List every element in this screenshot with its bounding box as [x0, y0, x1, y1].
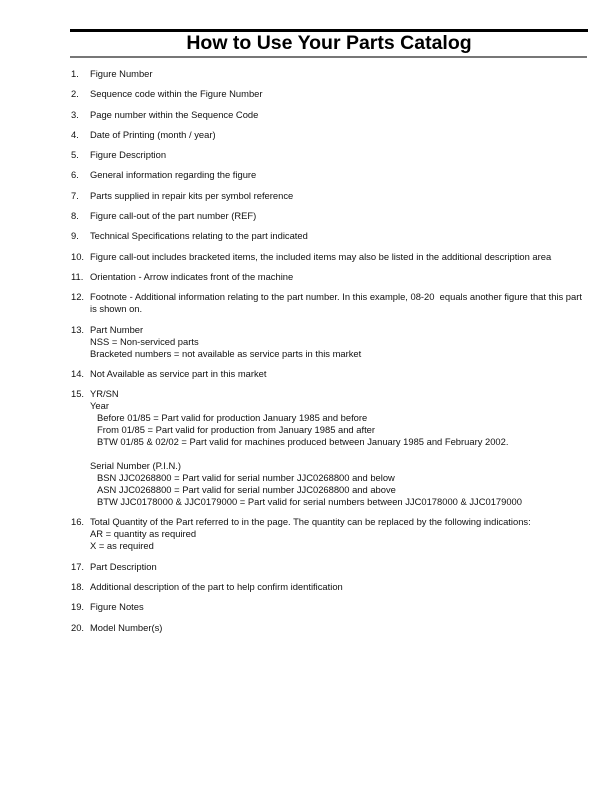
item-text: X = as required [90, 540, 154, 552]
item-text: Orientation - Arrow indicates front of the machine [90, 270, 294, 282]
item-text: Sequence code within the Figure Number [90, 88, 263, 100]
item-number: 17. [71, 560, 85, 572]
item-number: 18. [71, 581, 85, 593]
list-item [71, 129, 591, 141]
list-item [71, 169, 591, 181]
item-text: Page number within the Sequence Code [90, 108, 259, 120]
item-number: 13. [71, 323, 85, 335]
numbered-list [71, 68, 591, 642]
list-item [71, 581, 591, 593]
item-text: BTW JJC0178000 & JJC0179000 = Part valid for serial numbers between JJC0178000 & JJC0179000 [97, 496, 522, 508]
item-body [90, 601, 591, 613]
list-item [71, 561, 591, 573]
item-text: Serial Number (P.I.N.) [90, 460, 181, 472]
item-text: Model Number(s) [90, 621, 163, 633]
item-number: 4. [71, 128, 79, 140]
item-number: 14. [71, 367, 85, 379]
item-body [90, 190, 591, 202]
item-number: 5. [71, 149, 79, 161]
item-number: 3. [71, 108, 79, 120]
item-number: 20. [71, 621, 85, 633]
item-text: YR/SN [90, 388, 119, 400]
item-text: Part Number [90, 323, 144, 335]
item-text: Figure call-out of the part number (REF) [90, 210, 257, 222]
item-text: BSN JJC0268800 = Part valid for serial number JJC0268800 and below [97, 472, 395, 484]
item-body [90, 622, 591, 634]
item-text: AR = quantity as required [90, 528, 197, 540]
item-text: Bracketed numbers = not available as service parts in this market [90, 347, 362, 359]
item-text: Part Description [90, 560, 157, 572]
item-body [90, 291, 591, 315]
item-text: Figure Number [90, 68, 153, 79]
item-body [90, 88, 591, 100]
list-item [71, 190, 591, 202]
item-text: Date of Printing (month / year) [90, 128, 216, 140]
item-text: Footnote - Additional information relating to the part number. In this example, 08-20 equals another figure that this part is shown on. [90, 291, 585, 315]
item-text: Figure Notes [90, 601, 144, 613]
item-text: Technical Specifications relating to the part indicated [90, 230, 308, 242]
item-number: 9. [71, 230, 79, 242]
item-text: NSS = Non-serviced parts [90, 335, 199, 347]
list-item [71, 230, 591, 242]
item-text: General information regarding the figure [90, 169, 257, 181]
item-body [90, 169, 591, 181]
item-number: 10. [71, 250, 85, 262]
item-body [90, 230, 591, 242]
item-body [90, 68, 591, 80]
item-text: From 01/85 = Part valid for production from January 1985 and after [97, 424, 376, 436]
item-number: 1. [71, 68, 79, 79]
item-text: Year [90, 400, 109, 412]
item-body [90, 324, 591, 360]
list-item [71, 291, 591, 315]
list-item [71, 271, 591, 283]
item-body [90, 561, 591, 573]
item-text: Additional description of the part to help confirm identification [90, 581, 343, 593]
item-text: BTW 01/85 & 02/02 = Part valid for machines produced between January 1985 and February 2002. [97, 436, 509, 448]
title-underline [70, 56, 587, 58]
item-number: 7. [71, 189, 79, 201]
item-number: 8. [71, 210, 79, 222]
list-item [71, 324, 591, 360]
item-text: Before 01/85 = Part valid for production January 1985 and before [97, 412, 368, 424]
item-body [90, 388, 591, 508]
item-number: 2. [71, 88, 79, 100]
page-title: How to Use Your Parts Catalog [186, 32, 472, 54]
item-text: Figure Description [90, 149, 167, 161]
list-item [71, 88, 591, 100]
item-body [90, 210, 591, 222]
item-text: ASN JJC0268800 = Part valid for serial number JJC0268800 and above [97, 484, 396, 496]
item-number: 19. [71, 601, 85, 613]
list-item [71, 109, 591, 121]
list-item [71, 210, 591, 222]
item-body [90, 149, 591, 161]
item-number: 6. [71, 169, 79, 181]
list-item [71, 68, 591, 80]
item-text: Parts supplied in repair kits per symbol reference [90, 189, 294, 201]
item-number: 11. [71, 270, 84, 282]
item-body [90, 251, 591, 263]
item-text: Total Quantity of the Part referred to in the page. The quantity can be replaced by the following indications: [90, 516, 531, 528]
list-item [71, 388, 591, 508]
item-body [90, 516, 591, 552]
item-number: 15. [71, 388, 85, 400]
list-item [71, 149, 591, 161]
item-body [90, 368, 591, 380]
spacer [90, 448, 591, 460]
list-item [71, 516, 591, 552]
item-body [90, 129, 591, 141]
item-text: Not Available as service part in this market [90, 367, 267, 379]
item-number: 12. [71, 291, 85, 303]
list-item [71, 622, 591, 634]
item-body [90, 271, 591, 283]
item-body [90, 581, 591, 593]
item-text: Figure call-out includes bracketed items, the included items may also be listed in the additional description area [90, 250, 552, 262]
item-number: 16. [71, 516, 85, 528]
item-body [90, 109, 591, 121]
list-item [71, 368, 591, 380]
list-item [71, 251, 591, 263]
list-item [71, 601, 591, 613]
